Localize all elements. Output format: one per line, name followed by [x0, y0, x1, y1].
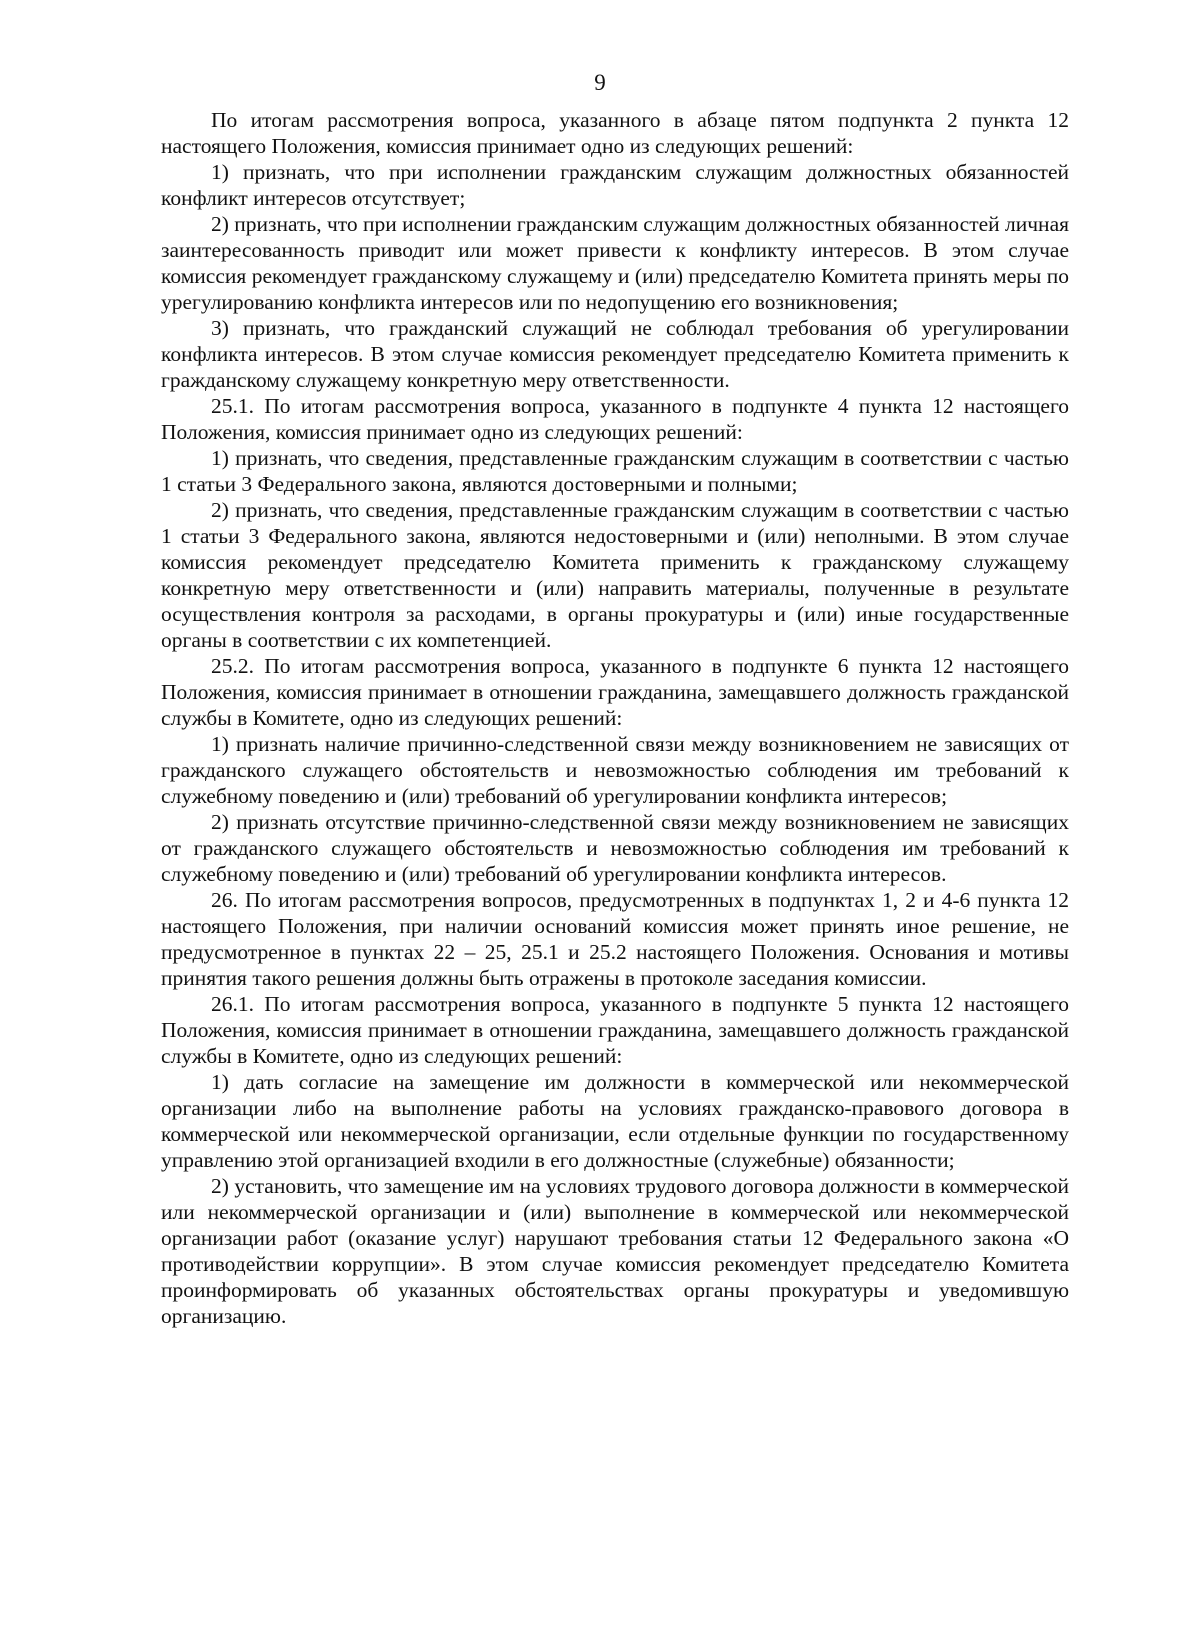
paragraph-item-2: 2) признать, что при исполнении гражданским служащим должностных обязанностей личная заинтересованность приводит или может привести к конфликту интересов. В этом случае комиссия рекомендует гражданскому служащему и (или) председателю Комитета принять меры по урегулированию конфликта интересов или по недопущению его возникновения; — [161, 212, 1069, 314]
paragraph-25-2-item-2: 2) признать отсутствие причинно-следственной связи между возникновением не зависящих от гражданского служащего обстоятельств и невозможностью соблюдения им требований к служебному поведению и (или) требований об урегулировании конфликта интересов. — [161, 810, 1069, 886]
paragraph-26: 26. По итогам рассмотрения вопросов, предусмотренных в подпунктах 1, 2 и 4-6 пункта 12 настоящего Положения, при наличии оснований комиссия может принять иное решение, не предусмотренное в пунктах 22 – 25, 25.1 и 25.2 настоящего Положения. Основания и мотивы принятия такого решения должны быть отражены в протоколе заседания комиссии. — [161, 888, 1069, 990]
paragraph-item-1: 1) признать, что при исполнении гражданским служащим должностных обязанностей конфликт интересов отсутствует; — [161, 160, 1069, 210]
paragraph-26-1-item-1: 1) дать согласие на замещение им должности в коммерческой или некоммерческой организации либо на выполнение работы на условиях гражданско-правового договора в коммерческой или некоммерческой организации, если отдельные функции по государственному управлению этой организацией входили в его должностные (служебные) обязанности; — [161, 1070, 1069, 1172]
paragraph-25-1-item-2: 2) признать, что сведения, представленные гражданским служащим в соответствии с частью 1 статьи 3 Федерального закона, являются недостоверными и (или) неполными. В этом случае комиссия рекомендует председателю Комитета применить к гражданскому служащему конкретную меру ответственности и (или) направить материалы, полученные в результате осуществления контроля за расходами, в органы прокуратуры и (или) иные государственные органы в соответствии с их компетенцией. — [161, 498, 1069, 652]
paragraph-item-3: 3) признать, что гражданский служащий не соблюдал требования об урегулировании конфликта интересов. В этом случае комиссия рекомендует председателю Комитета применить к гражданскому служащему конкретную меру ответственности. — [161, 316, 1069, 392]
paragraph-26-1-item-2: 2) установить, что замещение им на условиях трудового договора должности в коммерческой или некоммерческой организации и (или) выполнение в коммерческой или некоммерческой организации работ (оказание услуг) нарушают требования статьи 12 Федерального закона «О противодействии коррупции». В этом случае комиссия рекомендует председателю Комитета проинформировать об указанных обстоятельствах органы прокуратуры и уведомившую организацию. — [161, 1174, 1069, 1328]
paragraph-intro: По итогам рассмотрения вопроса, указанного в абзаце пятом подпункта 2 пункта 12 настоящего Положения, комиссия принимает одно из следующих решений: — [161, 108, 1069, 158]
paragraph-26-1: 26.1. По итогам рассмотрения вопроса, указанного в подпункте 5 пункта 12 настоящего Положения, комиссия принимает в отношении гражданина, замещавшего должность гражданской службы в Комитете, одно из следующих решений: — [161, 992, 1069, 1068]
document-body — [161, 107, 1069, 1329]
paragraph-25-1: 25.1. По итогам рассмотрения вопроса, указанного в подпункте 4 пункта 12 настоящего Положения, комиссия принимает одно из следующих решений: — [161, 394, 1069, 444]
page-number: 9 — [594, 70, 606, 95]
paragraph-25-2: 25.2. По итогам рассмотрения вопроса, указанного в подпункте 6 пункта 12 настоящего Положения, комиссия принимает в отношении гражданина, замещавшего должность гражданской службы в Комитете, одно из следующих решений: — [161, 654, 1069, 730]
paragraph-25-2-item-1: 1) признать наличие причинно-следственной связи между возникновением не зависящих от гражданского служащего обстоятельств и невозможностью соблюдения им требований к служебному поведению и (или) требований об урегулировании конфликта интересов; — [161, 732, 1069, 808]
paragraph-25-1-item-1: 1) признать, что сведения, представленные гражданским служащим в соответствии с частью 1 статьи 3 Федерального закона, являются достоверными и полными; — [161, 446, 1069, 496]
